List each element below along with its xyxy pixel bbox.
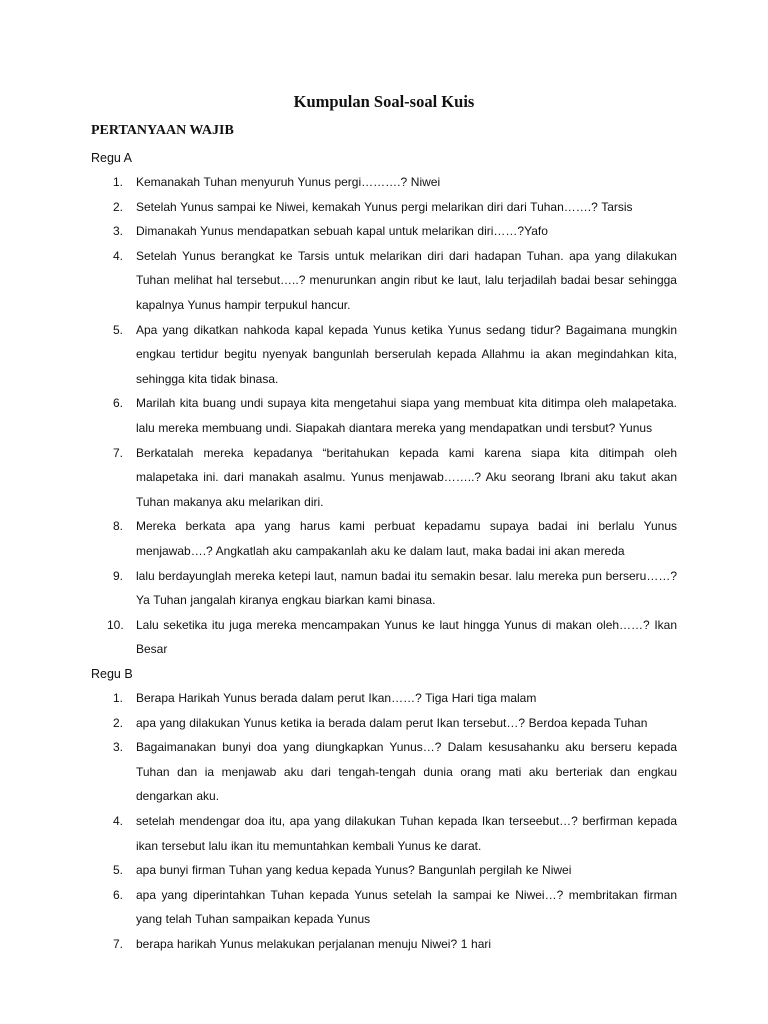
item-number: 2. (113, 715, 124, 730)
item-number: 5. (113, 863, 124, 878)
regu-b-label: Regu B (91, 667, 133, 681)
item-number: 9. (113, 568, 124, 583)
section-heading: PERTANYAAN WAJIB (91, 123, 234, 138)
item-text: Kemanakah Tuhan menyuruh Yunus pergi……….? Niwei (136, 175, 441, 189)
item-text: apa yang diperintahkan Tuhan kepada Yunus setelah Ia sampai ke Niwei…? membritakan firman yang telah Tuhan sampaikan kepada Yunus (136, 887, 677, 927)
item-number: 7. (113, 936, 124, 951)
list-item (91, 686, 677, 711)
item-number: 6. (113, 887, 124, 902)
regu-a-label: Regu A (91, 151, 133, 165)
list-item (91, 514, 677, 563)
page-title: Kumpulan Soal-soal Kuis (293, 92, 475, 111)
list-item (91, 883, 677, 932)
item-number: 7. (113, 445, 124, 460)
item-text: Setelah Yunus sampai ke Niwei, kemakah Yunus pergi melarikan diri dari Tuhan…….? Tarsis (136, 199, 633, 214)
item-number: 4. (113, 813, 124, 828)
list-item (91, 318, 677, 392)
list-item (91, 735, 677, 809)
list-item (91, 809, 677, 858)
list-item (91, 858, 677, 883)
list-item (91, 170, 677, 195)
list-item (91, 219, 677, 244)
list-item (91, 564, 677, 613)
list-item (91, 932, 677, 957)
item-text: Marilah kita buang undi supaya kita mengetahui siapa yang membuat kita ditimpa oleh malapetaka. lalu mereka membuang undi. Siapakah diantara mereka yang mendapatkan undi tersbut? Yunus (136, 396, 677, 435)
item-text: Lalu seketika itu juga mereka mencampakan Yunus ke laut hingga Yunus di makan oleh……? Ikan Besar (136, 617, 677, 657)
item-text: Berapa Harikah Yunus berada dalam perut Ikan……? Tiga Hari tiga malam (136, 691, 537, 705)
item-number: 3. (113, 224, 124, 239)
regu-b-question-list (91, 686, 677, 957)
list-item (91, 244, 677, 318)
item-text: apa yang dilakukan Yunus ketika ia berada dalam perut Ikan tersebut…? Berdoa kepada Tuhan (136, 715, 648, 730)
item-number: 1. (113, 175, 124, 189)
list-item (91, 441, 677, 515)
item-text: Berkatalah mereka kepadanya “beritahukan kepada kami karena siapa kita ditimpah oleh malapetaka ini. dari manakah asalmu. Yunus menjawab……..? Aku seorang Ibrani aku takut akan Tuhan makanya aku melarikan diri. (136, 445, 677, 509)
item-number: 1. (113, 691, 124, 705)
item-text: setelah mendengar doa itu, apa yang dilakukan Tuhan kepada Ikan terseebut…? berfirman kepada ikan tersebut lalu ikan itu memuntahkan kembali Yunus ke darat. (136, 813, 677, 853)
list-item (91, 711, 677, 736)
item-text: Mereka berkata apa yang harus kami perbuat kepadamu supaya badai ini berlalu Yunus menjawab….? Angkatlah aku campakanlah aku ke dalam laut, maka badai ini akan mereda (136, 519, 677, 558)
regu-a-question-list (91, 170, 677, 662)
item-number: 3. (113, 740, 124, 755)
item-text: lalu berdayunglah mereka ketepi laut, namun badai itu semakin besar. lalu mereka pun berseru……? Ya Tuhan jangalah kiranya engkau biarkan kami binasa. (136, 568, 677, 608)
item-text: Apa yang dikatkan nahkoda kapal kepada Yunus ketika Yunus sedang tidur? Bagaimana mungkin engkau tertidur begitu nyenyak bangunlah berserulah kepada Allahmu ia akan megindahkan kita, sehingga kita tidak binasa. (136, 322, 677, 386)
item-text: apa bunyi firman Tuhan yang kedua kepada Yunus? Bangunlah pergilah ke Niwei (136, 863, 572, 878)
item-text: Bagaimanakan bunyi doa yang diungkapkan Yunus…? Dalam kesusahanku aku berseru kepada Tuhan dan ia menjawab aku dari tengah-tengah dunia orang mati aku berteriak dan engkau dengarkan aku. (136, 740, 677, 804)
item-text: Dimanakah Yunus mendapatkan sebuah kapal untuk melarikan diri……?Yafo (136, 224, 548, 239)
item-text: berapa harikah Yunus melakukan perjalanan menuju Niwei? 1 hari (136, 936, 492, 951)
item-number: 4. (113, 248, 124, 263)
item-number: 2. (113, 199, 124, 214)
item-number: 6. (113, 396, 124, 411)
item-number: 10. (107, 617, 124, 632)
list-item (91, 195, 677, 220)
item-number: 5. (113, 322, 124, 337)
list-item (91, 391, 677, 440)
item-number: 8. (113, 519, 124, 534)
item-text: Setelah Yunus berangkat ke Tarsis untuk melarikan diri dari hadapan Tuhan. apa yang dilakukan Tuhan melihat hal tersebut…..? menurunkan angin ribut ke laut, lalu terjadilah badai besar sehingga kapalnya Yunus hampir terpukul hancur. (136, 248, 677, 312)
list-item (91, 613, 677, 662)
